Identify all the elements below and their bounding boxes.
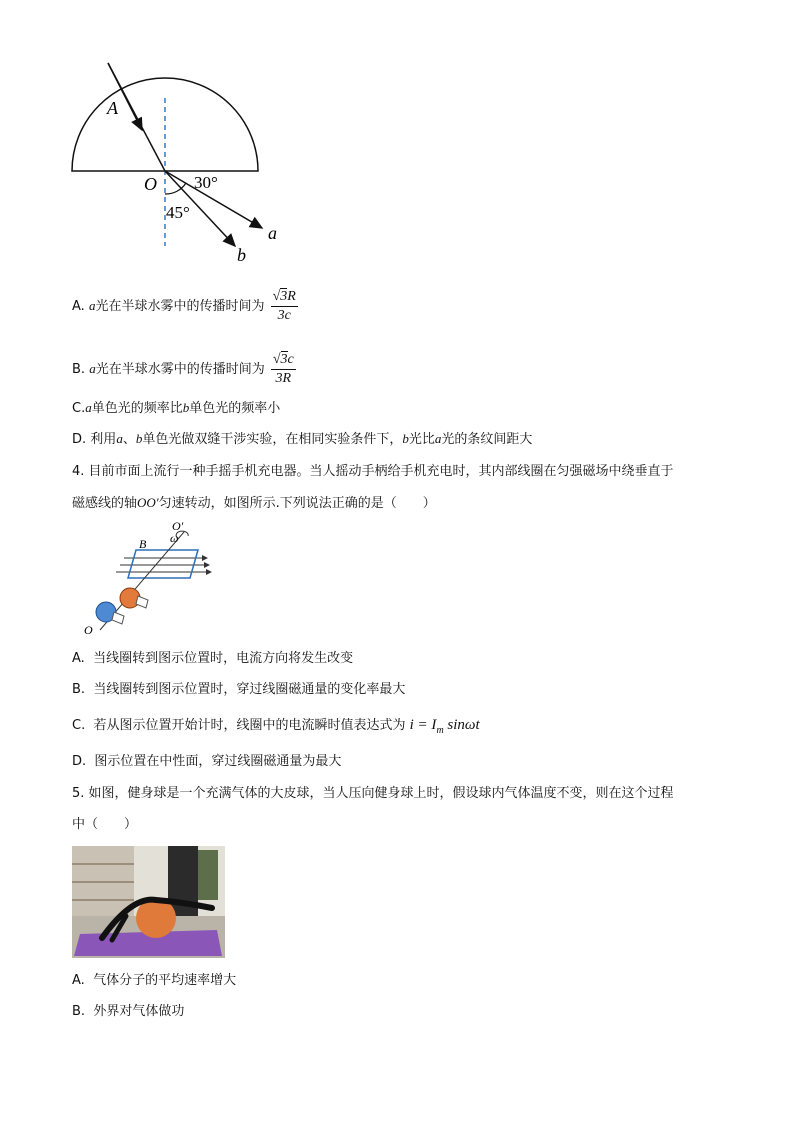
label-O-prime: O′ (172, 519, 184, 533)
generator-figure (80, 518, 215, 640)
current-formula: $i = I_m$ sinωt (409, 717, 480, 736)
q5-stem-line1: 5. 如图，健身球是一个充满气体的大皮球，当人压向健身球上时，假设球内气体温度不变，则在这个过程 (72, 786, 674, 801)
semicircle (72, 78, 258, 171)
q5-option-a: A. 气体分子的平均速率增大 (72, 973, 237, 988)
label-omega: ω (170, 531, 179, 545)
coil-frame (128, 550, 198, 578)
fitness-ball-photo (72, 846, 225, 958)
q4-option-d: D. 图示位置在中性面，穿过线圈磁通量为最大 (72, 754, 342, 769)
label-a: a (268, 223, 277, 243)
label-b: b (237, 245, 246, 265)
q5-stem-line2: 中（ ） (72, 817, 138, 832)
label-B: B (139, 537, 147, 551)
label-O-axis: O (84, 623, 93, 637)
fraction-a: $\frac{√3R}{3c}$ (272, 289, 296, 323)
label-45: 45° (166, 203, 190, 222)
q3-option-b: B. a光在半球水雾中的传播时间为 $\frac{√3c}{3R}$ (72, 352, 294, 386)
q3-option-d: D. 利用a、b单色光做双缝干涉实验，在相同实验条件下，b光比a光的条纹间距大 (72, 431, 533, 447)
q4-stem-line2: 磁感线的轴OO′匀速转动，如图所示.下列说法正确的是（ ） (72, 495, 436, 511)
q4-stem-line1: 4. 目前市面上流行一种手摇手机充电器。当人摇动手柄给手机充电时，其内部线圈在匀强磁场中绕垂直于 (72, 464, 674, 479)
q3-option-c: C.a单色光的频率比b单色光的频率小 (72, 400, 281, 416)
fraction-b: $\frac{√3c}{3R}$ (272, 352, 294, 386)
q4-option-b: B. 当线圈转到图示位置时，穿过线圈磁通量的变化率最大 (72, 682, 406, 697)
q4-option-c: C. 若从图示位置开始计时，线圈中的电流瞬时值表达式为 $i = I_m$ sinωt (72, 717, 480, 736)
q4-option-a: A. 当线圈转到图示位置时，电流方向将发生改变 (72, 651, 354, 666)
refraction-figure (60, 58, 290, 270)
label-A: A (107, 98, 118, 118)
q3-option-a: A. a光在半球水雾中的传播时间为 $\frac{√3R}{3c}$ (72, 289, 296, 323)
angle-30-arc (165, 183, 186, 194)
label-30: 30° (194, 173, 218, 192)
q5-option-b: B. 外界对气体做功 (72, 1004, 185, 1019)
label-O: O (144, 174, 157, 194)
